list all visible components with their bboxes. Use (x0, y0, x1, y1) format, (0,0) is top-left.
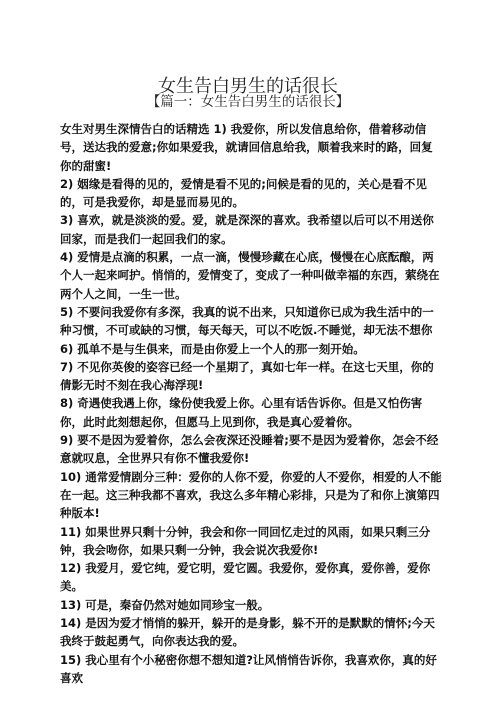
paragraph-7: 7) 不见你英俊的姿容已经一个星期了，真如七年一样。在这七天里，你的倩影无时不刻在我心海浮现! (60, 359, 434, 393)
document-title: 女生告白男生的话很长 (158, 76, 338, 98)
section-heading: 【篇一：女生告白男生的话很长】 (146, 94, 350, 110)
paragraph-2: 2) 姻缘是看得的见的，爱情是看不见的;问候是看的见的，关心是看不见的，可是我爱你，却是显而易见的。 (60, 176, 427, 210)
paragraph-5: 5) 不要问我爱你有多深，我真的说不出来，只知道你已成为我生活中的一种习惯，不可或缺的习惯，每天每天，可以不吃饭.不睡觉，却无法不想你 (60, 304, 434, 338)
paragraph-8: 8) 奇遇使我遇上你，缘份使我爱上你。心里有话告诉你。但是又怕伤害你，此时此刻想起你，但愿马上见到你，我是真心爱着你。 (60, 396, 423, 429)
paragraph-4: 4) 爱情是点滴的积累，一点一滴，慢慢珍藏在心底，慢慢在心底酝酿，两个人一起来呵护。悄悄的，爱情变了，变成了一种叫做幸福的东西，萦绕在两个人之间，一生一世。 (60, 250, 440, 301)
document-body (60, 120, 442, 687)
paragraph-11: 11) 如果世界只剩十分钟，我会和你一同回忆走过的风雨，如果只剩三分钟，我会吻你，如果只剩一分钟，我会说次我爱你! (60, 524, 431, 557)
paragraph-15: 15) 我心里有个小秘密你想不想知道?让风悄悄告诉你，我喜欢你，真的好喜欢 (60, 652, 437, 685)
paragraph-14: 14) 是因为爱才悄悄的躲开，躲开的是身影，躲不开的是默默的情怀;今天我终于鼓起勇气，向你表达我的爱。 (60, 616, 435, 649)
paragraph-3: 3) 喜欢，就是淡淡的爱。爱，就是深深的喜欢。我希望以后可以不用送你回家，而是我们一起回我们的家。 (60, 213, 434, 246)
paragraph-13: 13) 可是，秦奋仍然对她如同珍宝一般。 (60, 597, 270, 612)
paragraph-1: 女生对男生深情告白的话精选 1) 我爱你，所以发信息给你，借着移动信号，送达我的爱意;你如果爱我，就请回信息给我，顺着我来时的路，回复你的甜蜜! (60, 122, 433, 173)
paragraph-10: 10) 通常爱情剧分三种：爱你的人你不爱，你爱的人不爱你，相爱的人不能在一起。这三种我都不喜欢，我这么多年精心彩排，只是为了和你上演第四种版本! (60, 469, 442, 521)
paragraph-6: 6) 孤单不是与生俱来，而是由你爱上一个人的那一刻开始。 (60, 341, 365, 356)
paragraph-9: 9) 要不是因为爱着你，怎么会夜深还没睡着;要不是因为爱着你，怎会不经意就叹息，全世界只有你不懂我爱你! (60, 433, 439, 466)
paragraph-12: 12) 我爱月，爱它纯，爱它明，爱它圆。我爱你，爱你真，爱你善，爱你美。 (60, 561, 431, 594)
